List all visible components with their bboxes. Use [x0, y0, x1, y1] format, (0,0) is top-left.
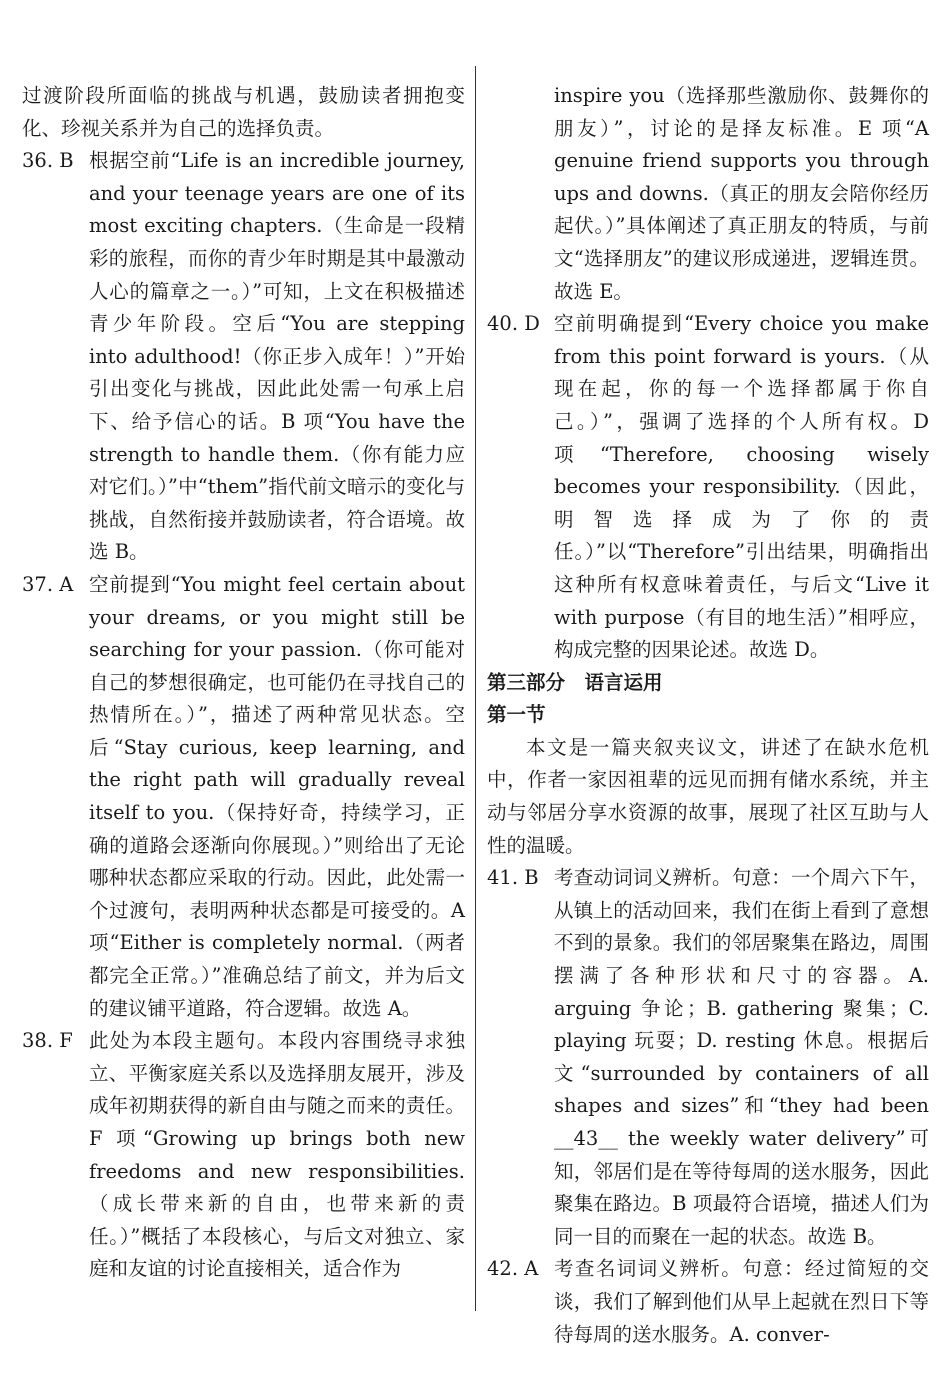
answer-item-42 [487, 1253, 929, 1351]
answer-explanation: 此处为本段主题句。本段内容围绕寻求独立、平衡家庭关系以及选择朋友展开，涉及成年初期获得的新自由与随之而来的责任。F 项“Growing up brings both new freedoms and new responsibilities.（成长带来新的自由，也带来新的责任。）”概括了本段核心，与后文对独立、家庭和友谊的讨论直接相关，适合作为 [89, 1029, 465, 1281]
answer-explanation: 考查动词词义辨析。句意：一个周六下午，从镇上的活动回来，我们在街上看到了意想不到的景象。我们的邻居聚集在路边，周围摆满了各种形状和尺寸的容器。A. arguing 争论；B. gathering 聚集；C. playing 玩耍；D. resting 休息。根据后文“surrounded by containers of all shapes and sizes”和“they had been __43__ the weekly water delivery”可知，邻居们是在等待每周的送水服务，因此聚集在路边。B 项最符合语境，描述人们为同一目的而聚在一起的状态。故选 B。 [554, 866, 929, 1248]
answer-number: 36. B [22, 149, 74, 173]
right-column [487, 80, 929, 1351]
left-column [22, 80, 465, 1286]
answer-number: 42. A [487, 1257, 539, 1281]
answer-item-41 [487, 862, 929, 1253]
answer-number: 41. B [487, 866, 539, 890]
answer-explanation: 考查名词词义辨析。句意：经过简短的交谈，我们了解到他们从早上起就在烈日下等待每周的送水服务。A. conver- [554, 1257, 929, 1346]
answer-explanation: 根据空前“Life is an incredible journey, and your teenage years are one of its most exciting chapters.（生命是一段精彩的旅程，而你的青少年时期是其中最激动人心的篇章之一。）”可知，上文在积极描述青少年阶段。空后“You are stepping into adulthood!（你正步入成年！）”开始引出变化与挑战，因此此处需一句承上启下、给予信心的话。B 项“You have the strength to handle them.（你有能力应对它们。）”中“them”指代前文暗示的变化与挑战，自然衔接并鼓励读者，符合语境。故选 B。 [89, 149, 465, 564]
right-continuation: inspire you（选择那些激励你、鼓舞你的朋友）”，讨论的是择友标准。E 项“A genuine friend supports you through ups and downs.（真正的朋友会陪你经历起伏。）”具体阐述了真正朋友的特质，与前文“选择朋友”的建议形成递进，逻辑连贯。故选 E。 [554, 84, 929, 303]
answer-item-36 [22, 145, 465, 569]
answer-explanation: 空前提到“You might feel certain about your dreams, or you might still be searching for your passion.（你可能对自己的梦想很确定，也可能仍在寻找自己的热情所在。）”，描述了两种常见状态。空后“Stay curious, keep learning, and the right path will gradually reveal itself to you.（保持好奇，持续学习，正确的道路会逐渐向你展现。）”则给出了无论哪种状态都应采取的行动。因此，此处需一个过渡句，表明两种状态都是可接受的。A 项“Either is completely normal.（两者都完全正常。）”准确总结了前文，并为后文的建议铺平道路，符合逻辑。故选 A。 [89, 572, 465, 1020]
answer-number: 40. D [487, 312, 540, 336]
answer-number: 37. A [22, 572, 74, 596]
left-continuation: 过渡阶段所面临的挑战与机遇，鼓励读者拥抱变化、珍视关系并为自己的选择负责。 [22, 84, 465, 140]
passage-intro: 本文是一篇夹叙夹议文，讲述了在缺水危机中，作者一家因祖辈的远见而拥有储水系统，并主动与邻居分享水资源的故事，展现了社区互助与人性的温暖。 [487, 735, 929, 857]
answer-item-40 [487, 308, 929, 667]
answer-explanation: 空前明确提到“Every choice you make from this point forward is yours.（从现在起，你的每一个选择都属于你自己。）”，强调了选择的个人所有权。D 项“Therefore, choosing wisely becomes your responsibility.（因此，明智选择成为了你的责任。）”以“Therefore”引出结果，明确指出这种所有权意味着责任，与后文“Live it with purpose（有目的地生活）”相呼应，构成完整的因果论述。故选 D。 [554, 312, 929, 662]
answer-item-39-continuation [487, 80, 929, 308]
part-heading: 第三部分 语言运用 [487, 670, 663, 694]
column-divider [475, 66, 476, 1311]
section-heading: 第一节 [487, 703, 546, 727]
answer-number: 38. F [22, 1029, 73, 1053]
answer-item-37 [22, 569, 465, 1025]
answer-item-38 [22, 1025, 465, 1286]
